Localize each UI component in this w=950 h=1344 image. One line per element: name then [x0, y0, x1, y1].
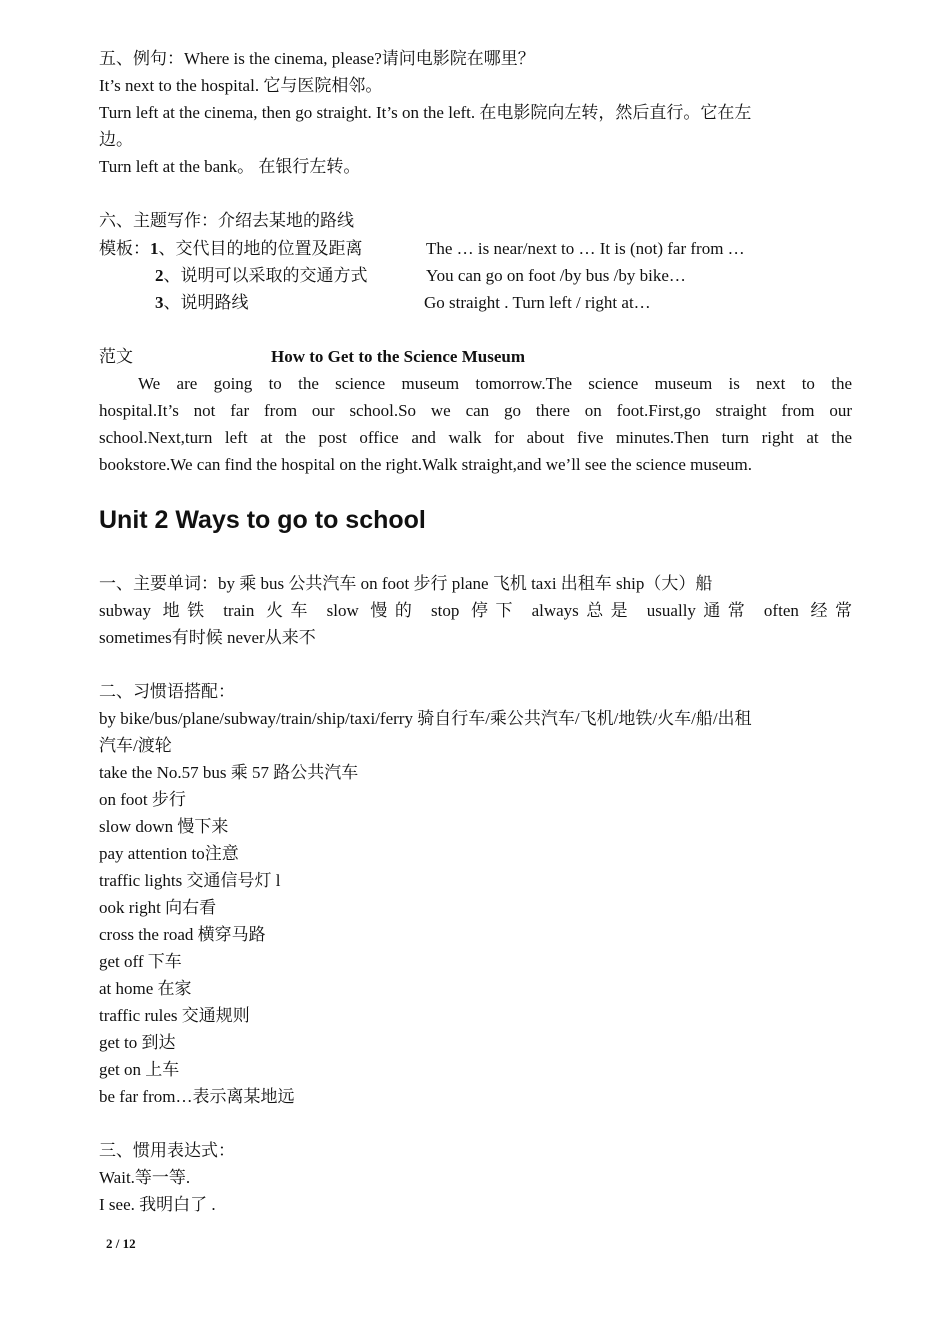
phrase-line: ook right 向右看 — [99, 898, 217, 917]
vocab-line-1: 一、主要单词：by 乘 bus 公共汽车 on foot 步行 plane 飞机 taxi 出租车 ship（大）船 — [99, 574, 713, 593]
template-step-3 — [155, 292, 249, 314]
example-line-4: 边。 — [99, 130, 133, 149]
template-label: 模板： — [99, 239, 150, 258]
essay-line-3: school.Next,turn left at the post office and walk for about five minutes.Then turn right at the — [99, 428, 852, 447]
step-english-3: Go straight . Turn left / right at… — [424, 293, 651, 312]
step-number: 3 — [155, 293, 164, 312]
phrase-line: by bike/bus/plane/subway/train/ship/taxi/ferry 骑自行车/乘公共汽车/飞机/地铁/火车/船/出租 — [99, 709, 752, 728]
phrase-line: be far from…表示离某地远 — [99, 1087, 295, 1106]
essay-line-1: We are going to the science museum tomorrow.The science museum is next to the — [138, 374, 852, 393]
step-number: 2 — [155, 266, 164, 285]
phrase-line: traffic lights 交通信号灯 l — [99, 871, 281, 890]
essay-line-4: bookstore.We can find the hospital on the right.Walk straight,and we’ll see the science museum. — [99, 455, 752, 474]
phrase-line: cross the road 横穿马路 — [99, 925, 266, 944]
template-step-2 — [155, 265, 368, 287]
page-number: 2 / 12 — [106, 1236, 136, 1251]
vocab-line-3: sometimes有时候 never从来不 — [99, 628, 316, 647]
step-english-1: The … is near/next to … It is (not) far from … — [426, 239, 745, 258]
phrase-line: pay attention to注意 — [99, 844, 239, 863]
step-number: 1 — [150, 239, 159, 258]
essay-line-2: hospital.It’s not far from our school.So we can go there on foot.First,go straight from our — [99, 401, 852, 420]
phrase-line: get off 下车 — [99, 952, 182, 971]
sample-label: 范文 — [99, 347, 133, 366]
unit-heading: Unit 2 Ways to go to school — [99, 506, 426, 534]
writing-section-title: 六、主题写作：介绍去某地的路线 — [99, 211, 354, 230]
phrase-line: 汽车/渡轮 — [99, 736, 172, 755]
expressions-title: 三、惯用表达式： — [99, 1141, 235, 1160]
phrase-line: on foot 步行 — [99, 790, 186, 809]
phrases-title: 二、习惯语搭配： — [99, 682, 235, 701]
phrase-line: traffic rules 交通规则 — [99, 1006, 250, 1025]
step-text: 、说明路线 — [163, 293, 249, 312]
phrase-line: slow down 慢下来 — [99, 817, 229, 836]
step-text: 、交代目的地的位置及距离 — [158, 239, 363, 258]
phrase-line: take the No.57 bus 乘 57 路公共汽车 — [99, 763, 359, 782]
step-english-2: You can go on foot /by bus /by bike… — [426, 266, 686, 285]
example-line-5: Turn left at the bank。 在银行左转。 — [99, 157, 361, 176]
expression-line: I see. 我明白了 . — [99, 1195, 216, 1214]
step-text: 、说明可以采取的交通方式 — [163, 266, 368, 285]
example-line-1: 五、例句：Where is the cinema, please?请问电影院在哪里？ — [99, 49, 535, 68]
phrase-line: get to 到达 — [99, 1033, 176, 1052]
vocab-line-2: subway 地铁 train 火车 slow 慢的 stop 停下 always总是 usually通常 often 经常 — [99, 601, 852, 620]
expression-line: Wait.等一等. — [99, 1168, 191, 1187]
sample-essay-title: How to Get to the Science Museum — [271, 347, 526, 366]
phrase-line: at home 在家 — [99, 979, 192, 998]
phrase-line: get on 上车 — [99, 1060, 180, 1079]
example-line-2: It’s next to the hospital. 它与医院相邻。 — [99, 76, 383, 95]
template-step-1 — [99, 238, 363, 260]
example-line-3: Turn left at the cinema, then go straight. It’s on the left. 在电影院向左转，然后直行。它在左 — [99, 103, 752, 122]
